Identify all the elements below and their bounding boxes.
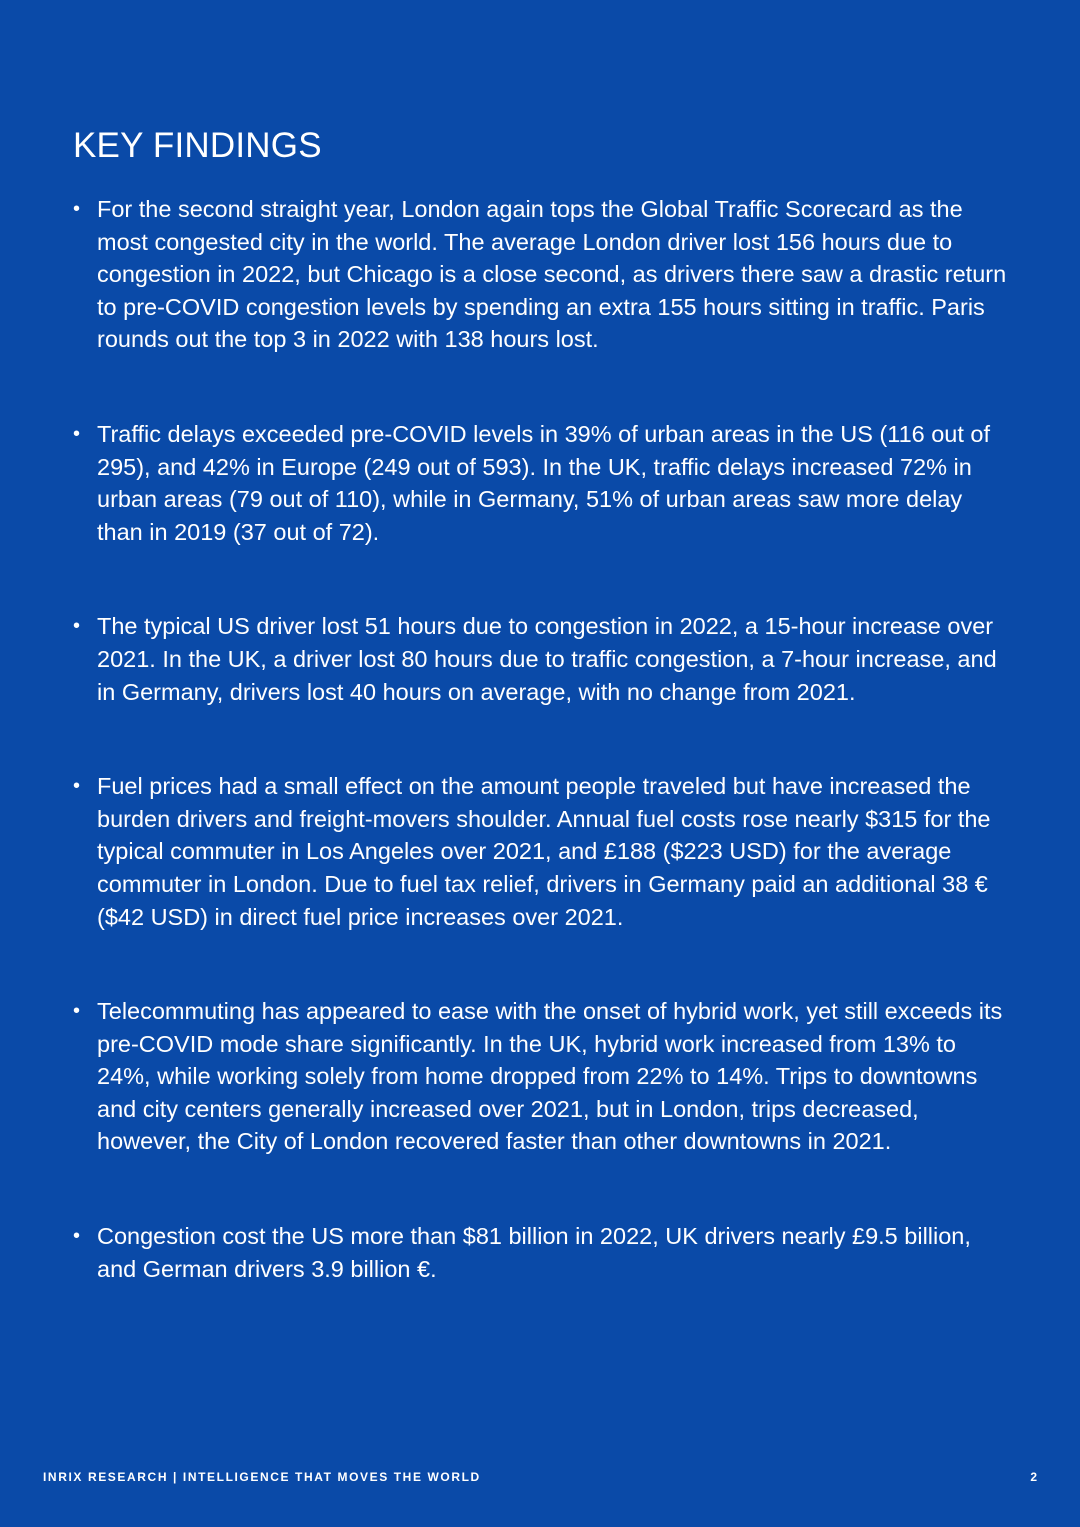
page-title: KEY FINDINGS — [73, 126, 322, 165]
key-findings-list — [73, 193, 1013, 1347]
footer-tagline: INRIX RESEARCH | INTELLIGENCE THAT MOVES THE WORLD — [43, 1470, 481, 1484]
bullet-icon: • — [73, 1225, 81, 1248]
bullet-icon: • — [73, 1000, 81, 1023]
bullet-icon: • — [73, 615, 81, 638]
finding-text: Telecommuting has appeared to ease with the onset of hybrid work, yet still exceeds its pre-COVID mode share significantly. In the UK, hybrid work increased from 13% to 24%, while working solely from home dropped from 22% to 14%. Trips to downtowns and city centers generally increased over 2021, but in London, trips decreased, however, the City of London recovered faster than other downtowns in 2021. — [97, 998, 1003, 1155]
finding-item — [73, 610, 1013, 708]
finding-item — [73, 770, 1013, 933]
finding-text: For the second straight year, London again tops the Global Traffic Scorecard as the most congested city in the world. The average London driver lost 156 hours due to congestion in 2022, but Chicago is a close second, as drivers there saw a drastic return to pre-COVID congestion levels by spending an extra 155 hours sitting in traffic. Paris rounds out the top 3 in 2022 with 138 hours lost. — [97, 196, 1007, 353]
finding-text: Traffic delays exceeded pre-COVID levels in 39% of urban areas in the US (116 out of 295), and 42% in Europe (249 out of 593). In the UK, traffic delays increased 72% in urban areas (79 out of 110), while in Germany, 51% of urban areas saw more delay than in 2019 (37 out of 72). — [97, 420, 991, 545]
bullet-icon: • — [73, 422, 81, 445]
finding-text: Fuel prices had a small effect on the amount people traveled but have increased the burden drivers and freight-movers shoulder. Annual fuel costs rose nearly $315 for the typical commuter in Los Angeles over 2021, and £188 ($223 USD) for the average commuter in London. Due to fuel tax relief, drivers in Germany paid an additional 38 € ($42 USD) in direct fuel price increases over 2021. — [97, 773, 991, 930]
finding-item — [73, 1220, 1013, 1285]
finding-item — [73, 193, 1013, 356]
page-number: 2 — [1030, 1470, 1037, 1484]
finding-item — [73, 418, 1013, 548]
bullet-icon: • — [73, 775, 81, 798]
finding-item — [73, 995, 1013, 1158]
finding-text: The typical US driver lost 51 hours due to congestion in 2022, a 15-hour increase over 2021. In the UK, a driver lost 80 hours due to traffic congestion, a 7-hour increase, and in Germany, drivers lost 40 hours on average, with no change from 2021. — [97, 613, 997, 705]
finding-text: Congestion cost the US more than $81 billion in 2022, UK drivers nearly £9.5 billion, and German drivers 3.9 billion €. — [97, 1223, 971, 1282]
bullet-icon: • — [73, 198, 81, 220]
